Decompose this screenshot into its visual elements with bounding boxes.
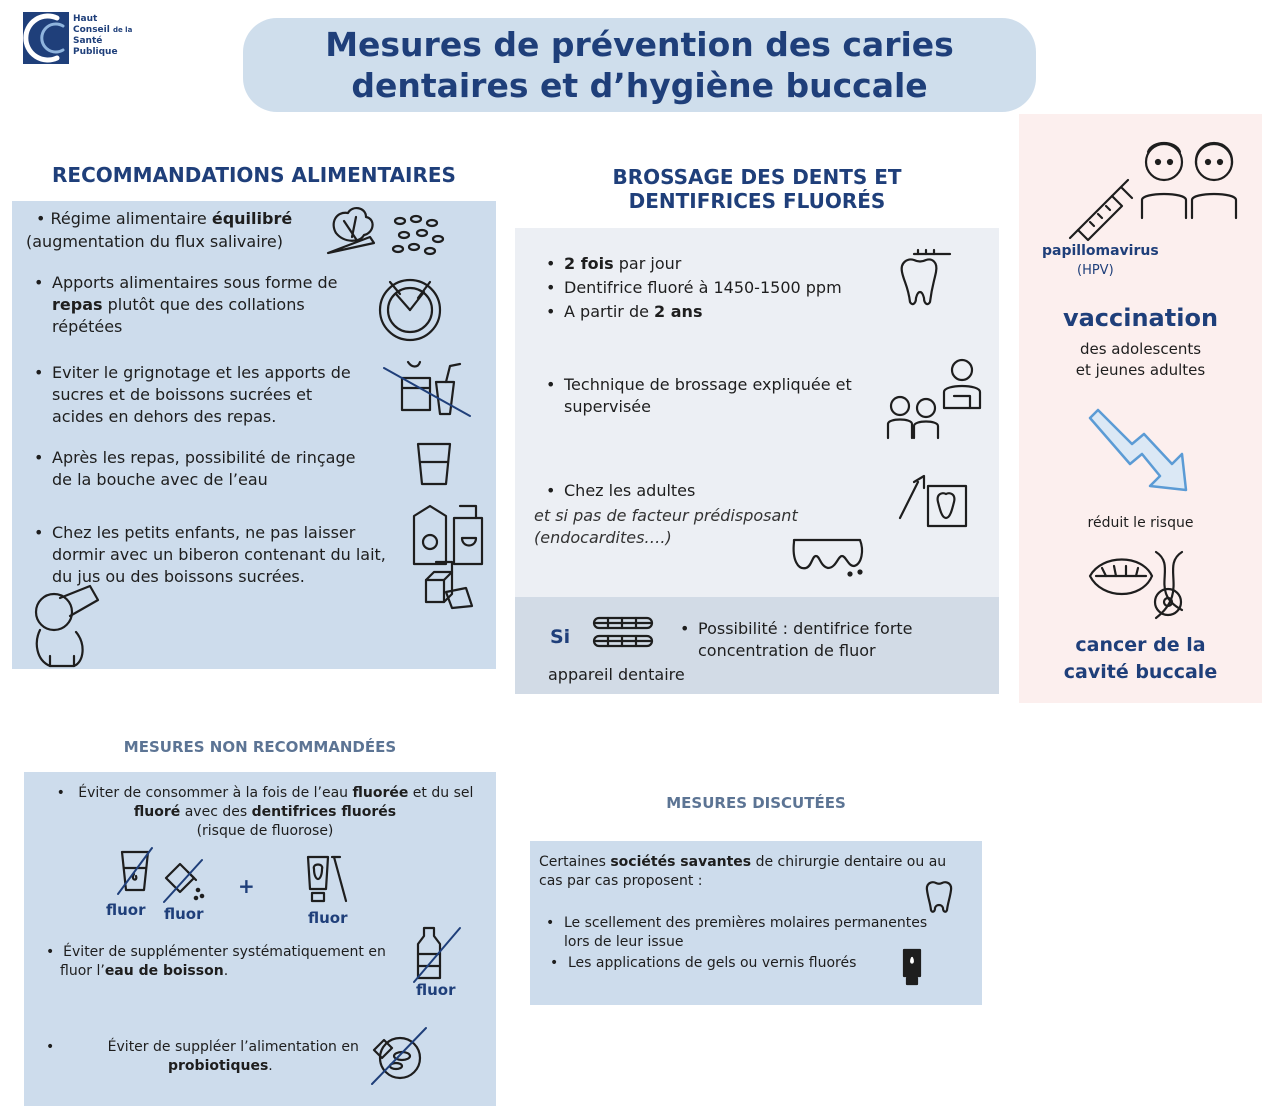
non-rec-item-1: • Éviter de consommer à la fois de l’eau fluorée et du sel fluoré avec des dentifrices fluorés (risque de fluorose) (56, 785, 474, 839)
brossage-item-5: • Chez les adultes (564, 480, 695, 502)
non-rec-heading: MESURES NON RECOMMANDÉES (123, 738, 397, 756)
logo-text-2b: de la (112, 26, 133, 34)
logo-text-4: Publique (73, 47, 118, 57)
brossage-item-1: • 2 fois par jour (564, 253, 681, 275)
water-glass-icon (414, 440, 454, 488)
fluor-label-2: fluor (164, 905, 204, 923)
brossage-item-4: • Technique de brossage expliquée et supervisée (564, 374, 894, 418)
si-label: Si (550, 626, 571, 648)
fluor-label-4: fluor (416, 981, 456, 999)
alimentation-heading: RECOMMANDATIONS ALIMENTAIRES (52, 163, 456, 187)
non-rec-item-2: • Éviter de supplémenter systématiquement en fluor l’eau de boisson. (46, 944, 386, 979)
water-bottle-icon (410, 926, 462, 982)
page-title-line2: dentaires et d’hygiène buccale (351, 66, 928, 105)
logo-text-1: Haut (73, 14, 98, 24)
syringe-icon (1068, 180, 1138, 242)
alim-item-3: • Eviter le grignotage et les apports de sucres et de boissons sucrées et acides en dehors des repas. (52, 362, 382, 428)
brossage-item-3: • A partir de 2 ans (564, 301, 702, 323)
seeds-icon (392, 213, 446, 261)
fluor-label-3: fluor (308, 909, 348, 927)
discutees-intro: Certaines sociétés savantes de chirurgie dentaire ou au cas par cas proposent : (539, 854, 947, 889)
alim-item-4: • Après les repas, possibilité de rinçage de la bouche avec de l’eau (52, 447, 392, 491)
salt-shaker-icon (160, 860, 206, 904)
clock-plate-icon (378, 276, 444, 342)
baby-bottle-icon (30, 586, 102, 670)
sugar-cubes-icon (422, 558, 476, 610)
toothpaste-icon (302, 855, 352, 907)
teeth-icon (790, 530, 866, 576)
mouth-dna-icon (1086, 548, 1196, 624)
young-people-icon (1138, 136, 1242, 220)
reduit-label: réduit le risque (1087, 515, 1194, 531)
alim-item-5: • Chez les petits enfants, ne pas laisser dormir avec un biberon contenant du lait, du jus ou des boissons sucrées. (52, 522, 412, 588)
snacks-drink-icon (384, 358, 472, 420)
gel-tube-icon (902, 948, 924, 988)
logo-text-2a: Conseil (73, 25, 110, 35)
vaccination-who: des adolescents et jeunes adultes (1075, 340, 1206, 379)
molar-icon (924, 880, 954, 914)
discutees-heading: MESURES DISCUTÉES (666, 794, 846, 812)
teacher-children-icon (884, 356, 984, 440)
plus-sign: + (238, 874, 255, 898)
logo-icon (23, 12, 69, 64)
toothbrush-floss-icon (896, 472, 970, 530)
page-title-line1: Mesures de prévention des caries (325, 25, 954, 64)
vaccination-label: vaccination (1062, 304, 1219, 332)
brossage-heading: BROSSAGE DES DENTS ET DENTIFRICES FLUORÉS (612, 165, 902, 213)
brossage-italic: et si pas de facteur prédisposant (endocardites….) (534, 506, 798, 547)
hpv-virus-label: papillomavirus (1042, 243, 1159, 259)
alim-item-1: • Régime alimentaire équilibré (36, 209, 293, 228)
appareil-item: • Possibilité : dentifrice forte concentration de fluor (698, 618, 968, 662)
brossage-item-2: • Dentifrice fluoré à 1450-1500 ppm (564, 277, 842, 299)
cancer-label: cancer de la cavité buccale (1063, 634, 1218, 683)
discutees-item-1: • Le scellement des premières molaires permanentes lors de leur issue (564, 914, 964, 952)
non-rec-item-3: • Éviter de suppléer l’alimentation en probiotiques. (46, 1039, 359, 1074)
down-arrow-icon (1088, 408, 1198, 494)
vegetables-icon (322, 203, 386, 259)
alim-item-2: • Apports alimentaires sous forme de repas plutôt que des collations répétées (52, 272, 372, 338)
tooth-brush-icon (896, 250, 952, 308)
fluor-label-1: fluor (106, 901, 146, 919)
alim-item-1b: (augmentation du flux salivaire) (26, 232, 283, 251)
page-title-box (243, 18, 1036, 112)
appareil-label: appareil dentaire (548, 665, 685, 684)
logo-text-3: Santé (73, 36, 103, 46)
hcsp-logo (23, 12, 133, 66)
discutees-item-2: • Les applications de gels ou vernis fluorés (568, 954, 856, 973)
hpv-abbr-label: (HPV) (1077, 263, 1114, 278)
probiotics-icon (370, 1026, 428, 1086)
water-glass-fluor-icon (118, 848, 154, 896)
braces-icon (592, 614, 656, 652)
